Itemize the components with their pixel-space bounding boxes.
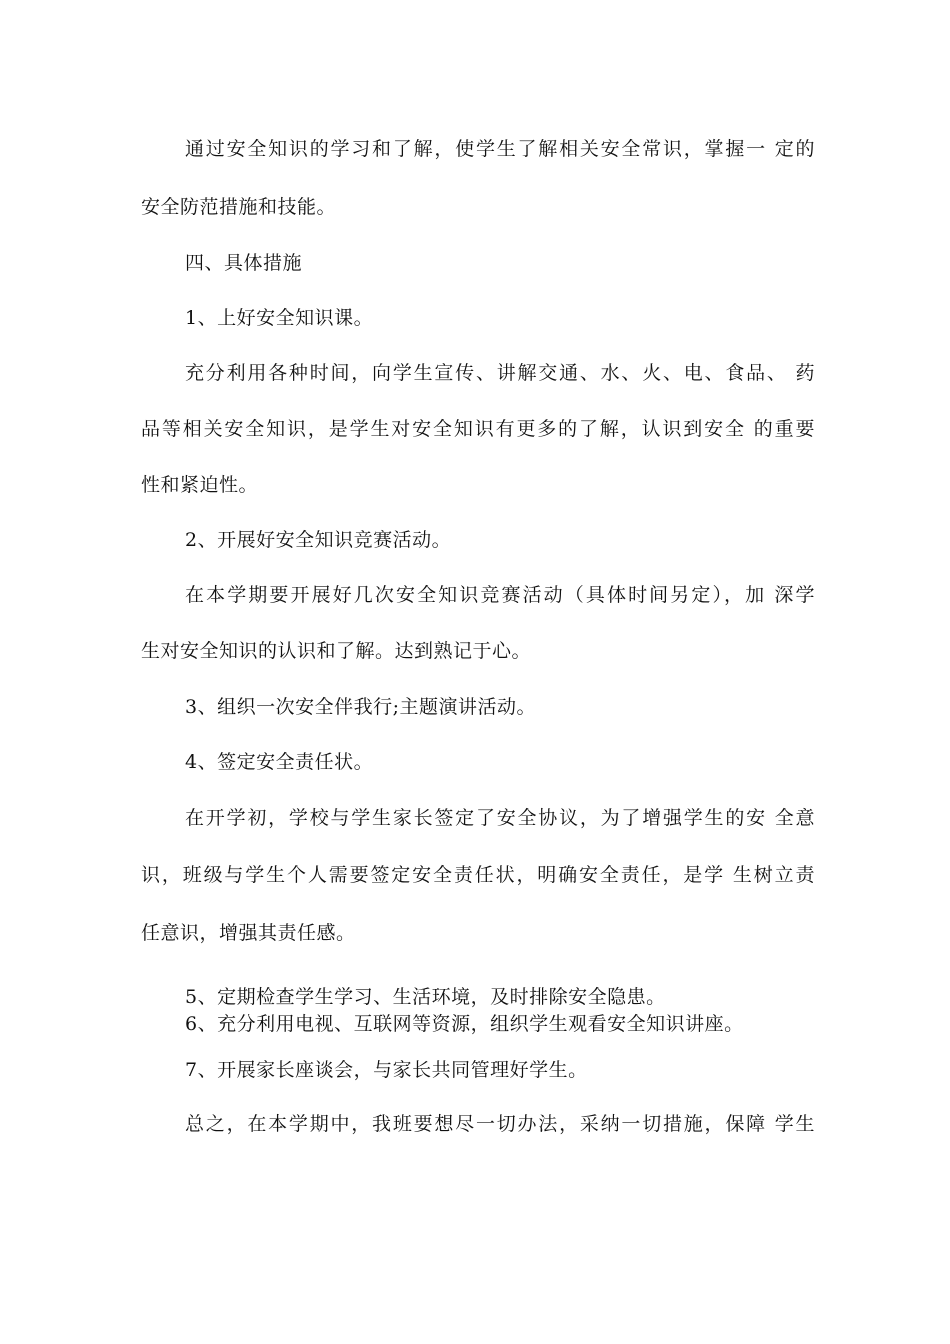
paragraph-line: 安全防范措施和技能。 bbox=[141, 196, 337, 218]
paragraph-line: 总之，在本学期中，我班要想尽一切办法，采纳一切措施，保障 学生 bbox=[185, 1113, 815, 1135]
list-item-heading: 1、上好安全知识课。 bbox=[185, 307, 374, 329]
paragraph-line: 品等相关安全知识，是学生对安全知识有更多的了解，认识到安全 的重要 bbox=[141, 418, 815, 440]
list-item-heading: 4、签定安全责任状。 bbox=[185, 751, 374, 773]
paragraph-line: 在开学初，学校与学生家长签定了安全协议，为了增强学生的安 全意 bbox=[185, 807, 815, 829]
list-item-heading: 2、开展好安全知识竞赛活动。 bbox=[185, 529, 452, 551]
paragraph-line: 充分利用各种时间，向学生宣传、讲解交通、水、火、电、食品、 药 bbox=[185, 362, 815, 384]
paragraph-line: 任意识，增强其责任感。 bbox=[141, 922, 356, 944]
paragraph-line: 在本学期要开展好几次安全知识竞赛活动（具体时间另定），加 深学 bbox=[185, 584, 815, 606]
paragraph-line: 通过安全知识的学习和了解，使学生了解相关安全常识，掌握一 定的 bbox=[185, 138, 815, 160]
paragraph-line: 识，班级与学生个人需要签定安全责任状，明确安全责任，是学 生树立责 bbox=[141, 864, 815, 886]
list-item-heading: 6、充分利用电视、互联网等资源，组织学生观看安全知识讲座。 bbox=[185, 1013, 744, 1035]
paragraph-line: 生对安全知识的认识和了解。达到熟记于心。 bbox=[141, 640, 532, 662]
list-item-heading: 5、定期检查学生学习、生活环境，及时排除安全隐患。 bbox=[185, 986, 666, 1008]
section-heading: 四、具体措施 bbox=[185, 252, 303, 274]
list-item-heading: 3、组织一次安全伴我行;主题演讲活动。 bbox=[185, 696, 536, 718]
paragraph-line: 性和紧迫性。 bbox=[141, 474, 259, 496]
list-item-heading: 7、开展家长座谈会，与家长共同管理好学生。 bbox=[185, 1059, 588, 1081]
